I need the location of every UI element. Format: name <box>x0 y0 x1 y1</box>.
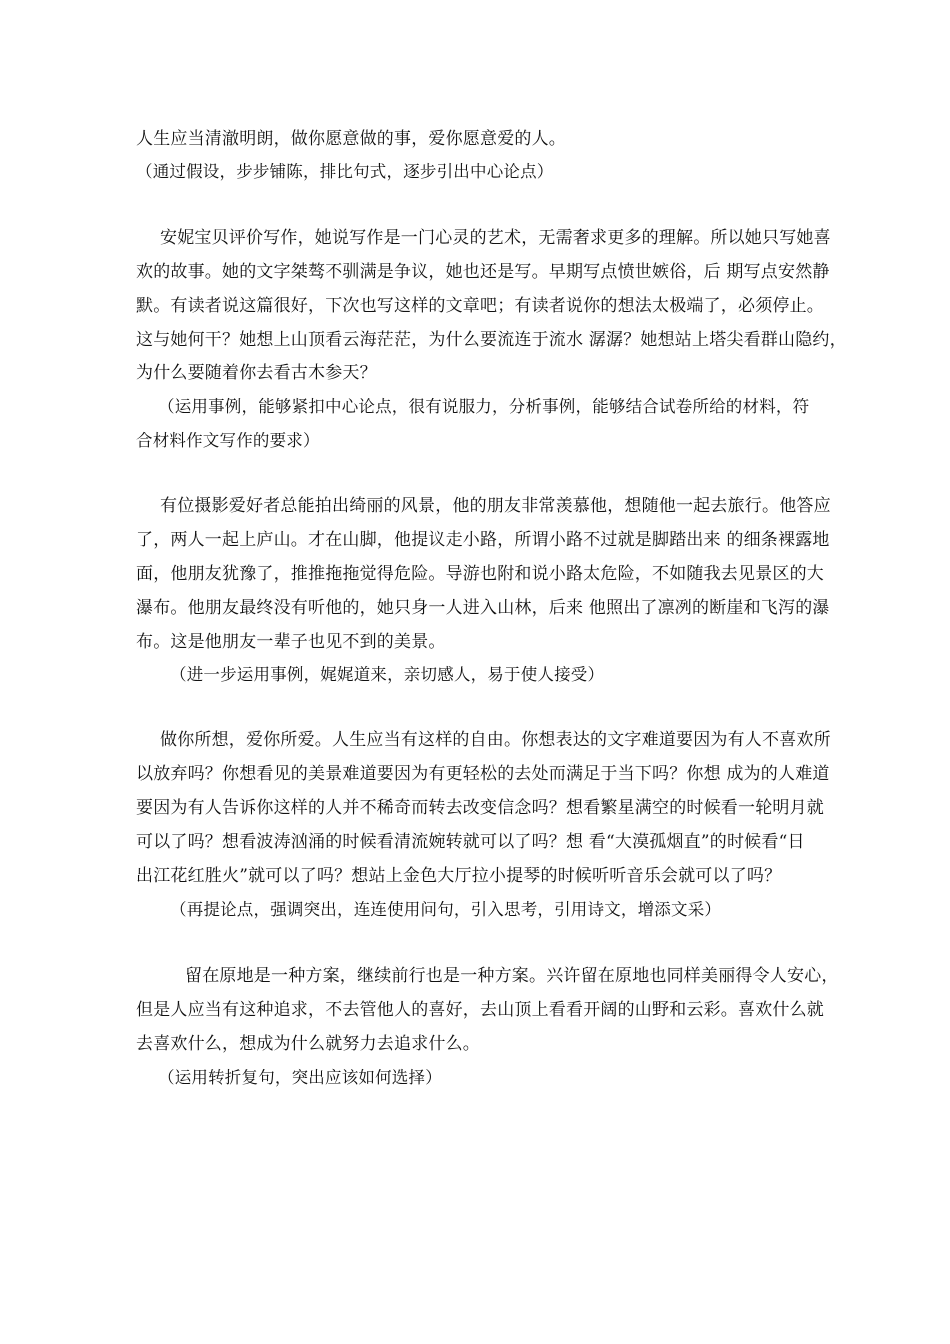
para3-line-5: 出江花红胜火”就可以了吗？想站上金色大厅拉小提琴的时候听听音乐会就可以了吗？ <box>136 866 782 886</box>
intro-line-1: 人生应当清澈明朗，做你愿意做的事，爱你愿意爱的人。 <box>136 129 566 149</box>
para1-line-5: 为什么要随着你去看古木参天？ <box>136 363 377 383</box>
para4-line-2: 但是人应当有这种追求，不去管他人的喜好，去山顶上看看开阔的山野和云彩。喜欢什么就 <box>136 1000 824 1020</box>
para2-line-3: 面，他朋友犹豫了，推推拖拖觉得危险。导游也附和说小路太危险，不如随我去见景区的大 <box>136 564 824 584</box>
note4-line-1: （运用转折复句，突出应该如何选择） <box>158 1068 442 1087</box>
note1-line-1: （运用事例，能够紧扣中心论点，很有说服力，分析事例，能够结合试卷所给的材料，符 <box>158 397 810 416</box>
para1-line-1: 安妮宝贝评价写作，她说写作是一门心灵的艺术，无需奢求更多的理解。所以她只写她喜 <box>160 228 831 248</box>
para2-line-1: 有位摄影爱好者总能拍出绮丽的风景，他的朋友非常羡慕他，想随他一起去旅行。他答应 <box>160 496 831 516</box>
para4-line-3: 去喜欢什么，想成为什么就努力去追求什么。 <box>136 1034 480 1054</box>
para2-line-2: 了，两人一起上庐山。才在山脚，他提议走小路，所谓小路不过就是脚踏出来 的细条裸露地 <box>136 530 830 550</box>
para4-line-1: 留在原地是一种方案，继续前行也是一种方案。兴许留在原地也同样美丽得令人安心， <box>185 966 839 986</box>
note2-line-1: （进一步运用事例，娓娓道来，亲切感人，易于使人接受） <box>170 665 605 684</box>
intro-note: （通过假设，步步铺陈，排比句式，逐步引出中心论点） <box>136 162 554 181</box>
para3-line-3: 要因为有人告诉你这样的人并不稀奇而转去改变信念吗？想看繁星满空的时候看一轮明月就 <box>136 798 824 818</box>
para2-line-5: 布。这是他朋友一辈子也见不到的美景。 <box>136 632 446 652</box>
para3-line-2: 以放弃吗？你想看见的美景难道要因为有更轻松的去处而满足于当下吗？你想 成为的人难道 <box>136 764 830 784</box>
note3-line-1: （再提论点，强调突出，连连使用问句，引入思考，引用诗文，增添文采） <box>170 900 722 919</box>
para3-line-1: 做你所想，爱你所爱。人生应当有这样的自由。你想表达的文字难道要因为有人不喜欢所 <box>160 730 831 750</box>
para1-line-2: 欢的故事。她的文字桀骜不驯满是争议，她也还是写。早期写点愤世嫉俗，后 期写点安然静 <box>136 262 830 282</box>
note1-line-2: 合材料作文写作的要求） <box>136 431 320 450</box>
para1-line-3: 默。有读者说这篇很好，下次也写这样的文章吧；有读者说你的想法太极端了，必须停止。 <box>136 296 824 316</box>
para3-line-4: 可以了吗？想看波涛汹涌的时候看清流婉转就可以了吗？想 看“大漠孤烟直”的时候看“日 <box>136 832 805 852</box>
para1-line-4: 这与她何干？她想上山顶看云海茫茫，为什么要流连于流水 潺潺？她想站上塔尖看群山隐约， <box>136 330 847 350</box>
para2-line-4: 瀑布。他朋友最终没有听他的，她只身一人进入山林，后来 他照出了凛冽的断崖和飞泻的瀑 <box>136 598 830 618</box>
